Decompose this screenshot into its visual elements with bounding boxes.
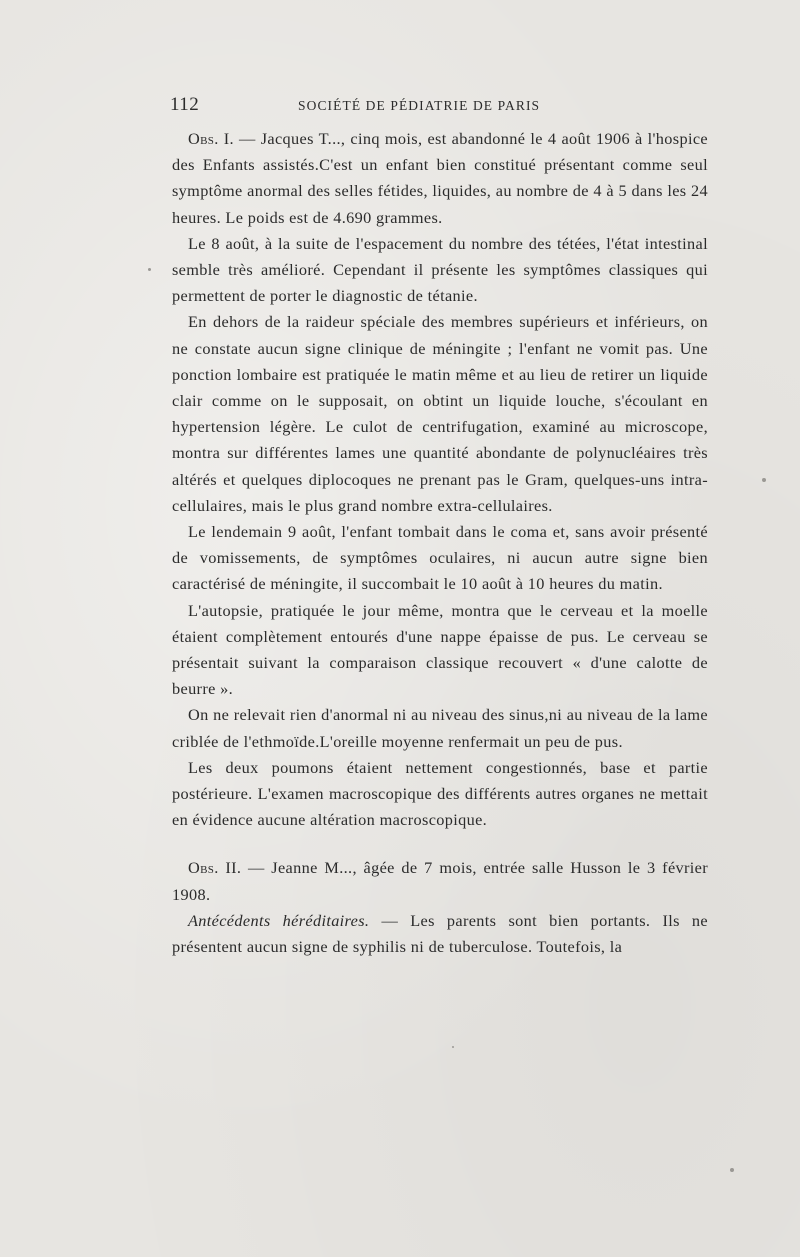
obs-1-intro — [172, 126, 708, 231]
obs-1-paragraph-4: Le lendemain 9 août, l'enfant tombait dans le coma et, sans avoir présenté de vomissements, de symptômes oculaires, ni aucun autre signe bien caractérisé de méningite, il succombait le 10 août à 10 heures du matin. — [172, 522, 708, 594]
obs-1-paragraph-6: On ne relevait rien d'anormal ni au niveau des sinus,ni au niveau de la lame criblée de l'ethmoïde.L'oreille moyenne renfermait un peu de pus. — [172, 705, 708, 751]
page-number: 112 — [170, 94, 200, 115]
running-head: SOCIÉTÉ DE PÉDIATRIE DE PARIS — [298, 98, 541, 113]
obs-1-paragraph-5: L'autopsie, pratiquée le jour même, montra que le cerveau et la moelle étaient complètement entourés d'une nappe épaisse de pus. Le cerveau se présentait suivant la comparaison classique recouvert « d'une calotte de beurre ». — [172, 600, 708, 699]
obs-1-paragraph-2: Le 8 août, à la suite de l'espacement du nombre des tétées, l'état intestinal semble très amélioré. Cependant il présente les symptômes classiques qui permettent de porter le diagnostic de tétanie. — [172, 233, 708, 306]
body-text — [172, 126, 708, 960]
paper-speck — [762, 478, 766, 482]
antecedents-heading: Antécédents héréditaires. — [188, 910, 370, 930]
section-gap — [172, 833, 708, 855]
paper-speck — [730, 1168, 734, 1172]
obs-2-label: Obs. II. — [188, 858, 242, 878]
page-header — [170, 94, 710, 118]
paper-speck — [148, 268, 151, 271]
obs-1-intro-text: — Jacques T..., cinq mois, est abandonné le 4 août 1906 à l'hospice des Enfants assistés.C'est un enfant bien constitué présentant comme seul symptôme anormal des selles fétides, liquides, au nombre de 4 à 5 dans les 24 heures. Le poids est de 4.690 grammes. — [172, 129, 708, 227]
obs-1-paragraph-3: En dehors de la raideur spéciale des membres supérieurs et inférieurs, on ne constate aucun signe clinique de méningite ; l'enfant ne vomit pas. Une ponction lombaire est pratiquée le matin même et au lieu de retirer un liquide clair comme on le supposait, on obtint un liquide louche, s'écoulant en hypertension légère. Le culot de centrifugation, examiné au microscope, montra sur différentes lames une quantité abondante de polynucléaires très altérés et quelques diplocoques ne prenant pas le Gram, quelques-uns intra-cellulaires, mais le plus grand nombre extra-cellulaires. — [172, 312, 708, 515]
paper-speck — [452, 1046, 454, 1048]
obs-2-antecedents — [172, 908, 708, 960]
obs-1-paragraph-7: Les deux poumons étaient nettement congestionnés, base et partie postérieure. L'examen macroscopique des différents autres organes ne mettait en évidence aucune altération macroscopique. — [172, 757, 708, 830]
antecedents-text: — Les parents sont bien portants. Ils ne présentent aucun signe de syphilis ni de tuberculose. Toutefois, la — [172, 910, 708, 957]
obs-1-label: Obs. I. — [188, 129, 234, 148]
obs-2-intro — [172, 855, 708, 907]
obs-2-intro-text: — Jeanne M..., âgée de 7 mois, entrée salle Husson le 3 février 1908. — [172, 858, 708, 904]
